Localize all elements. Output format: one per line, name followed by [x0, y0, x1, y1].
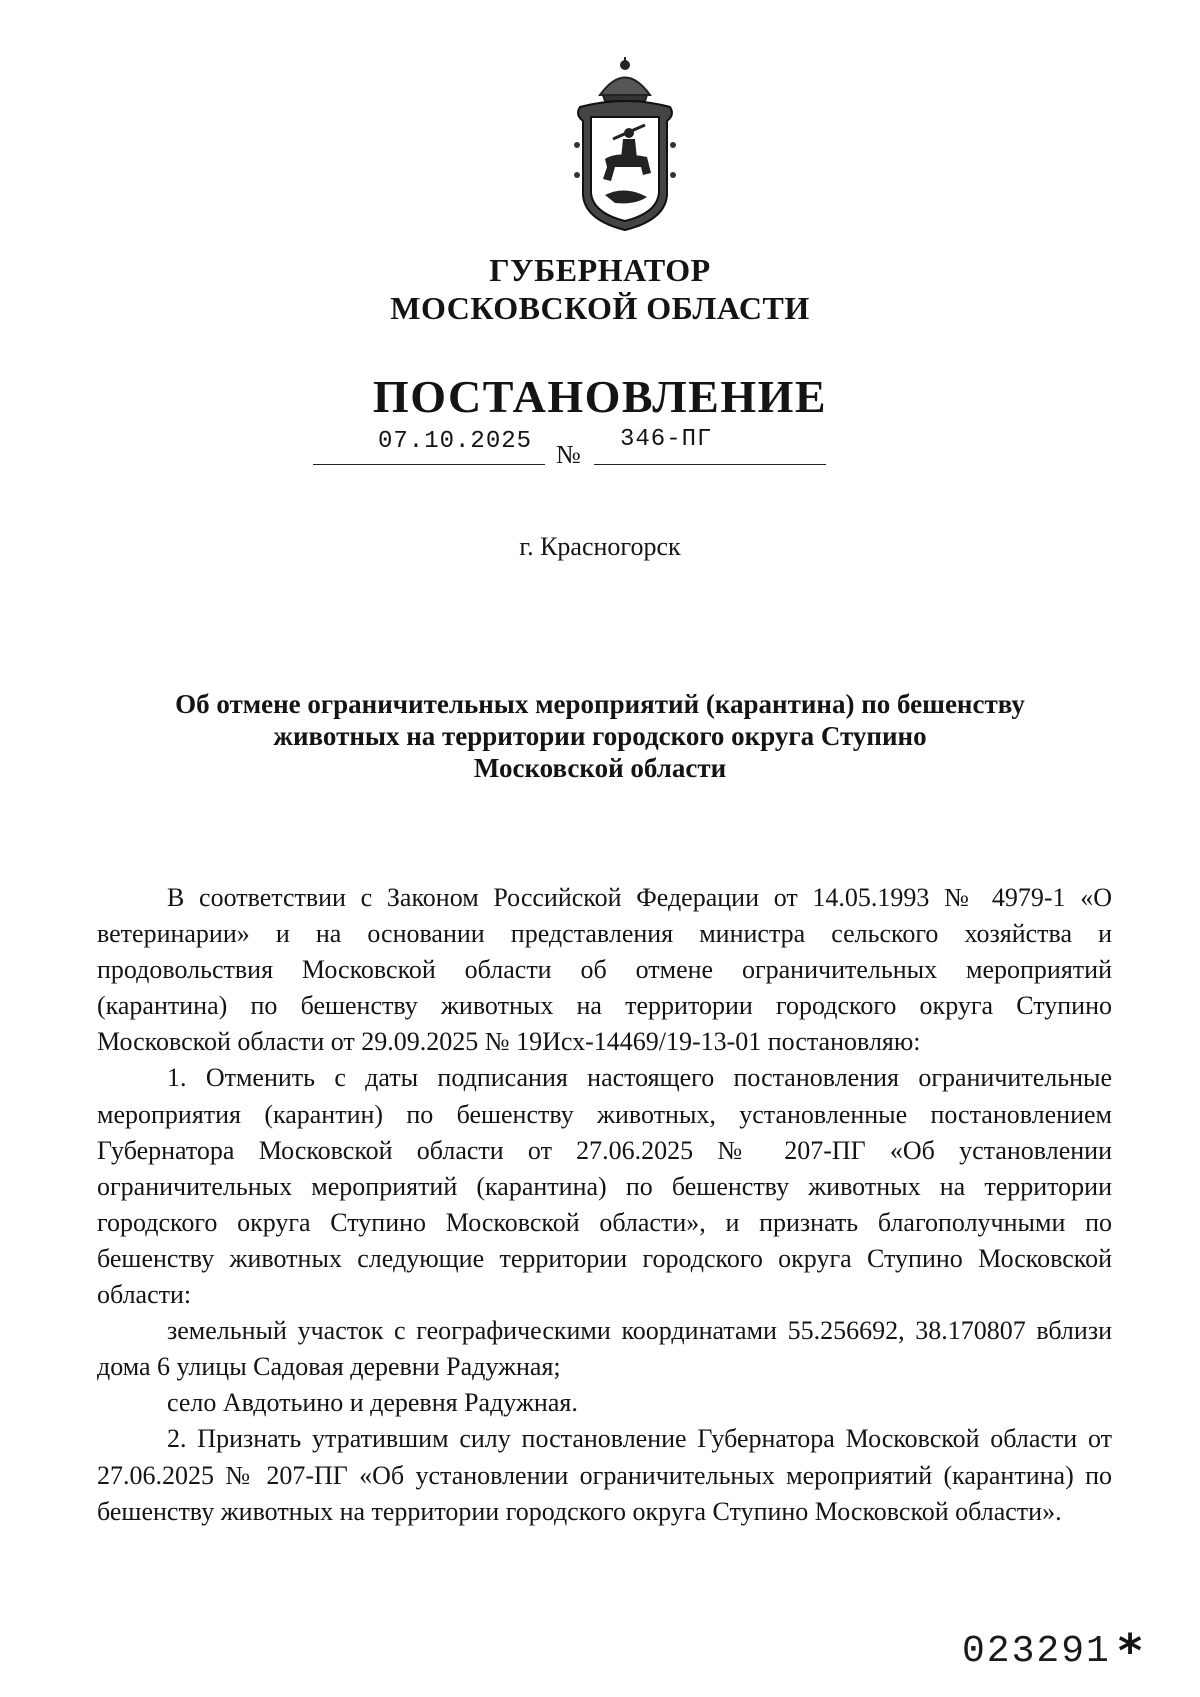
title-line2: животных на территории городского округа Ступино [273, 721, 927, 751]
number-sign: № [556, 440, 581, 469]
authority-name-line2: МОСКОВСКОЙ ОБЛАСТИ [390, 290, 810, 326]
number-underline [594, 464, 826, 465]
body-paragraph-land-plot: земельный участок с географическими координатами 55.256692, 38.170807 вблизи дома 6 улицы Садовая деревни Радужная; [97, 1316, 1112, 1382]
document-type-heading: ПОСТАНОВЛЕНИЕ [372, 371, 828, 422]
body-paragraph-settlements: село Авдотьино и деревня Радужная. [167, 1388, 578, 1418]
form-serial-number: 023291 [962, 1630, 1111, 1673]
coat-of-arms-icon [555, 55, 695, 235]
serial-mark: * [1118, 1624, 1143, 1678]
body-paragraph-item2: 2. Признать утратившим силу постановление Губернатора Московской области от 27.06.2025 № 207-ПГ «Об установлении ограничительных мероприятий (карантина) по бешенству животных на территории городского округа Ступино Московской области». [97, 1424, 1112, 1526]
title-line3: Московской области [473, 753, 727, 783]
authority-name-line1: ГУБЕРНАТОР [489, 252, 711, 288]
document-date: 07.10.2025 [378, 428, 533, 455]
document-title [140, 688, 1060, 784]
body-paragraph-item1: 1. Отменить с даты подписания настоящего постановления ограничительные мероприятия (карантин) по бешенству животных, установленные постановлением Губернатора Московской области от 27.06.2025 № 207-ПГ «Об установлении ограничительных мероприятий (карантина) по бешенству животных на территории городского округа Ступино Московской области», и признать благополучными по бешенству животных следующие территории городского округа Ступино Московской области: [97, 1063, 1112, 1310]
document-number: 346-ПГ [620, 426, 713, 453]
body-paragraph-preamble: В соответствии с Законом Российской Федерации от 14.05.1993 № 4979-1 «О ветеринарии» и на основании представления министра сельского хозяйства и продовольствия Московской области об отмене ограничительных мероприятий (карантина) по бешенству животных на территории городского округа Ступино Московской области от 29.09.2025 № 19Исх-14469/19-13-01 постановляю: [97, 883, 1112, 1057]
document-body [97, 880, 1112, 1530]
title-line1: Об отмене ограничительных мероприятий (карантина) по бешенству [175, 689, 1025, 719]
date-underline [313, 464, 545, 465]
city-of-issue: г. Красногорск [519, 532, 681, 561]
